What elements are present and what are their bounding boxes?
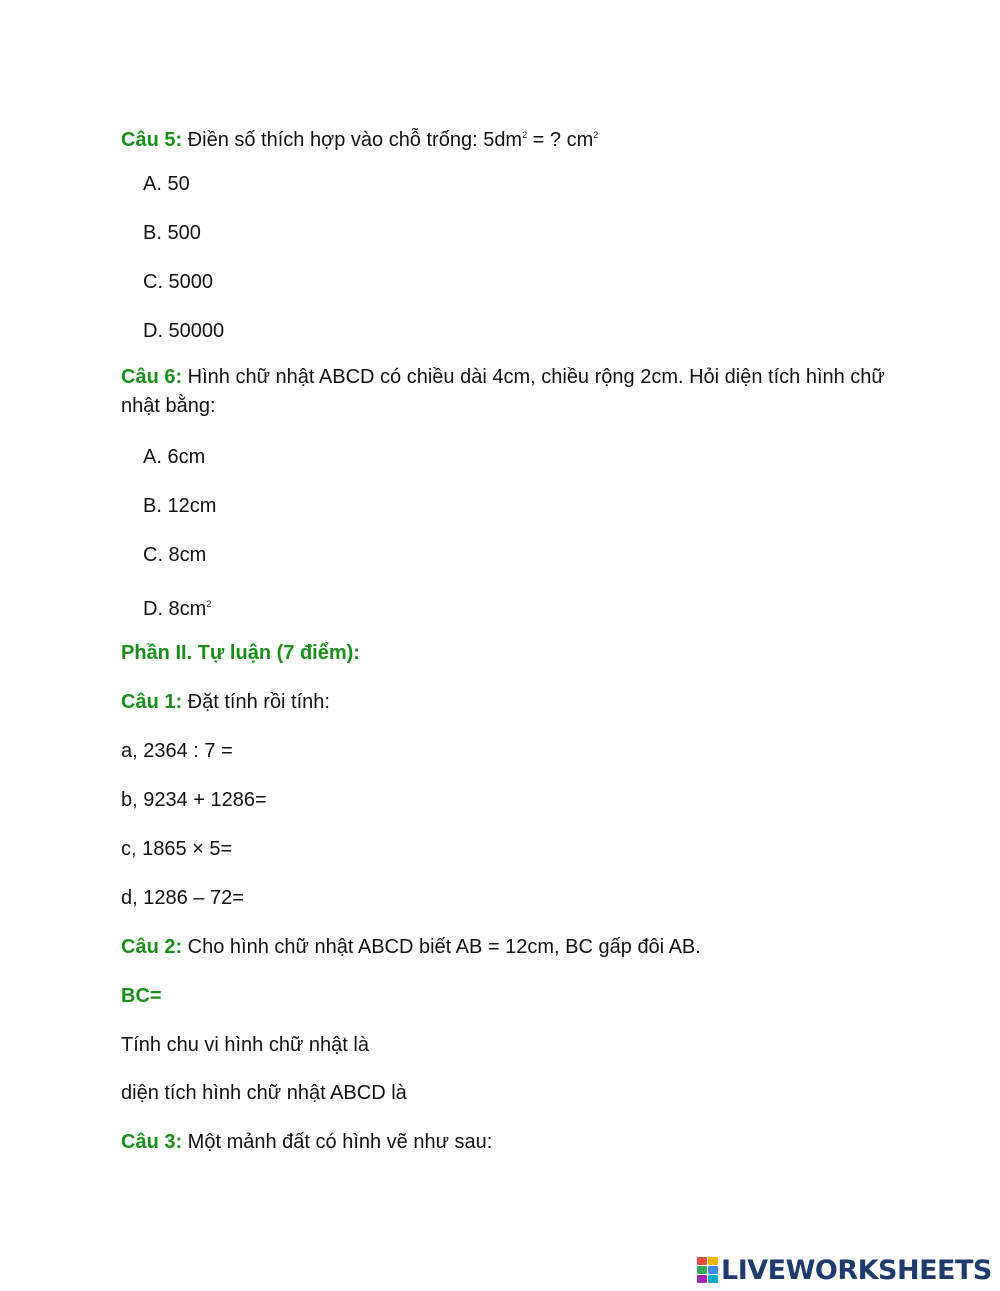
question-5-text-b: = ? cm (527, 129, 594, 151)
q6-option-b: B. 12cm (143, 495, 217, 517)
calc-item-c: c, 1865 × 5= (121, 838, 233, 860)
question-5 (121, 123, 598, 152)
logo-tile (697, 1266, 707, 1274)
q5-option-c: C. 5000 (143, 271, 214, 293)
superscript-2: 2 (206, 599, 212, 609)
question-5-text-a: Điền số thích hợp vào chỗ trống: 5dm (182, 129, 523, 151)
logo-icon (697, 1257, 718, 1283)
part2-question-3 (121, 1130, 492, 1154)
q5-option-b: B. 500 (143, 222, 201, 244)
calc-item-a: a, 2364 : 7 = (121, 740, 233, 762)
part2-question-1 (121, 690, 330, 714)
bc-answer-label: BC= (121, 985, 162, 1007)
superscript-2: 2 (522, 130, 528, 140)
calc-item-b: b, 9234 + 1286= (121, 789, 267, 811)
superscript-2: 2 (593, 130, 599, 140)
q6-option-a: A. 6cm (143, 446, 206, 468)
q6-option-d (143, 592, 211, 621)
q6-option-d-text: D. 8cm (143, 598, 207, 620)
part2-question-1-text: Đặt tính rồi tính: (182, 691, 330, 713)
part2-question-3-label: Câu 3: (121, 1131, 183, 1153)
perimeter-prompt: Tính chu vi hình chữ nhật là (121, 1034, 369, 1056)
part2-question-2-label: Câu 2: (121, 936, 183, 958)
q5-option-a: A. 50 (143, 173, 190, 195)
calc-item-d: d, 1286 – 72= (121, 887, 244, 909)
question-6 (121, 363, 891, 421)
question-6-label: Câu 6: (121, 366, 183, 388)
logo-wordmark: LIVEWORKSHEETS (721, 1254, 992, 1286)
logo-tile (708, 1266, 718, 1274)
question-5-label: Câu 5: (121, 129, 183, 151)
part2-question-1-label: Câu 1: (121, 691, 183, 713)
logo-tile (708, 1257, 718, 1265)
logo-tile (697, 1275, 707, 1283)
liveworksheets-logo (697, 1256, 992, 1284)
part2-question-2 (121, 935, 701, 959)
question-6-text: Hình chữ nhật ABCD có chiều dài 4cm, chiều rộng 2cm. Hỏi diện tích hình chữ nhật bằng: (121, 366, 885, 417)
q5-option-d: D. 50000 (143, 320, 225, 342)
part2-question-2-text: Cho hình chữ nhật ABCD biết AB = 12cm, BC gấp đôi AB. (182, 936, 701, 958)
logo-tile (708, 1275, 718, 1283)
part-2-heading: Phần II. Tự luận (7 điểm): (121, 642, 360, 664)
q6-option-c: C. 8cm (143, 544, 207, 566)
logo-tile (697, 1257, 707, 1265)
area-prompt: diện tích hình chữ nhật ABCD là (121, 1082, 407, 1104)
part2-question-3-text: Một mảnh đất có hình vẽ như sau: (182, 1131, 493, 1153)
